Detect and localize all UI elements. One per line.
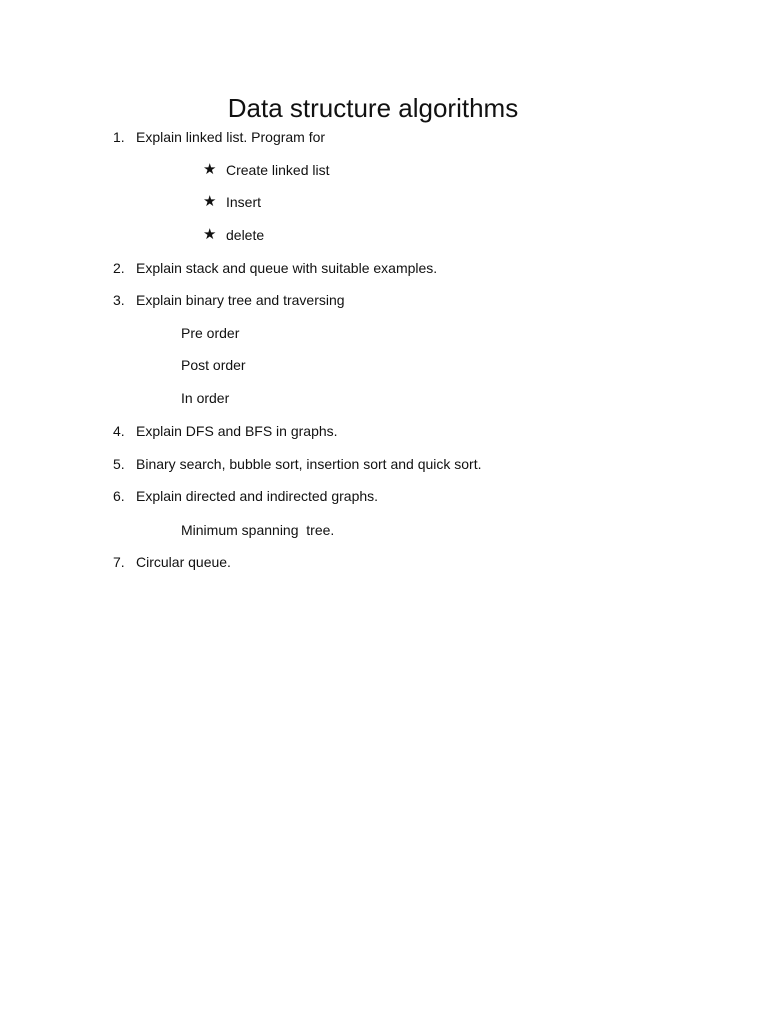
- item-number: 6.: [113, 488, 125, 504]
- sub-item: Pre order: [181, 325, 240, 341]
- list-item: Binary search, bubble sort, insertion sort and quick sort.: [136, 456, 482, 472]
- sub-item: Post order: [181, 357, 246, 373]
- bullet-item: delete: [226, 227, 265, 243]
- sub-item: In order: [181, 390, 230, 406]
- item-number: 1.: [113, 129, 125, 145]
- list-item: Explain binary tree and traversing: [136, 292, 345, 308]
- bullet-item: Insert: [226, 194, 262, 210]
- item-number: 5.: [113, 456, 125, 472]
- sub-item: Minimum spanning tree.: [181, 522, 335, 538]
- item-number: 3.: [113, 292, 125, 308]
- item-number: 7.: [113, 554, 125, 570]
- star-icon: ★: [203, 226, 217, 243]
- list-item: Explain stack and queue with suitable examples.: [136, 260, 438, 276]
- item-number: 2.: [113, 260, 125, 276]
- star-icon: ★: [203, 193, 217, 210]
- item-number: 4.: [113, 423, 125, 439]
- list-item: Explain directed and indirected graphs.: [136, 488, 379, 504]
- bullet-item: Create linked list: [226, 162, 330, 178]
- document-title: Data structure algorithms: [227, 93, 519, 123]
- list-item: Explain linked list. Program for: [136, 129, 326, 145]
- star-icon: ★: [203, 161, 217, 178]
- list-item: Circular queue.: [136, 554, 231, 570]
- list-item: Explain DFS and BFS in graphs.: [136, 423, 338, 439]
